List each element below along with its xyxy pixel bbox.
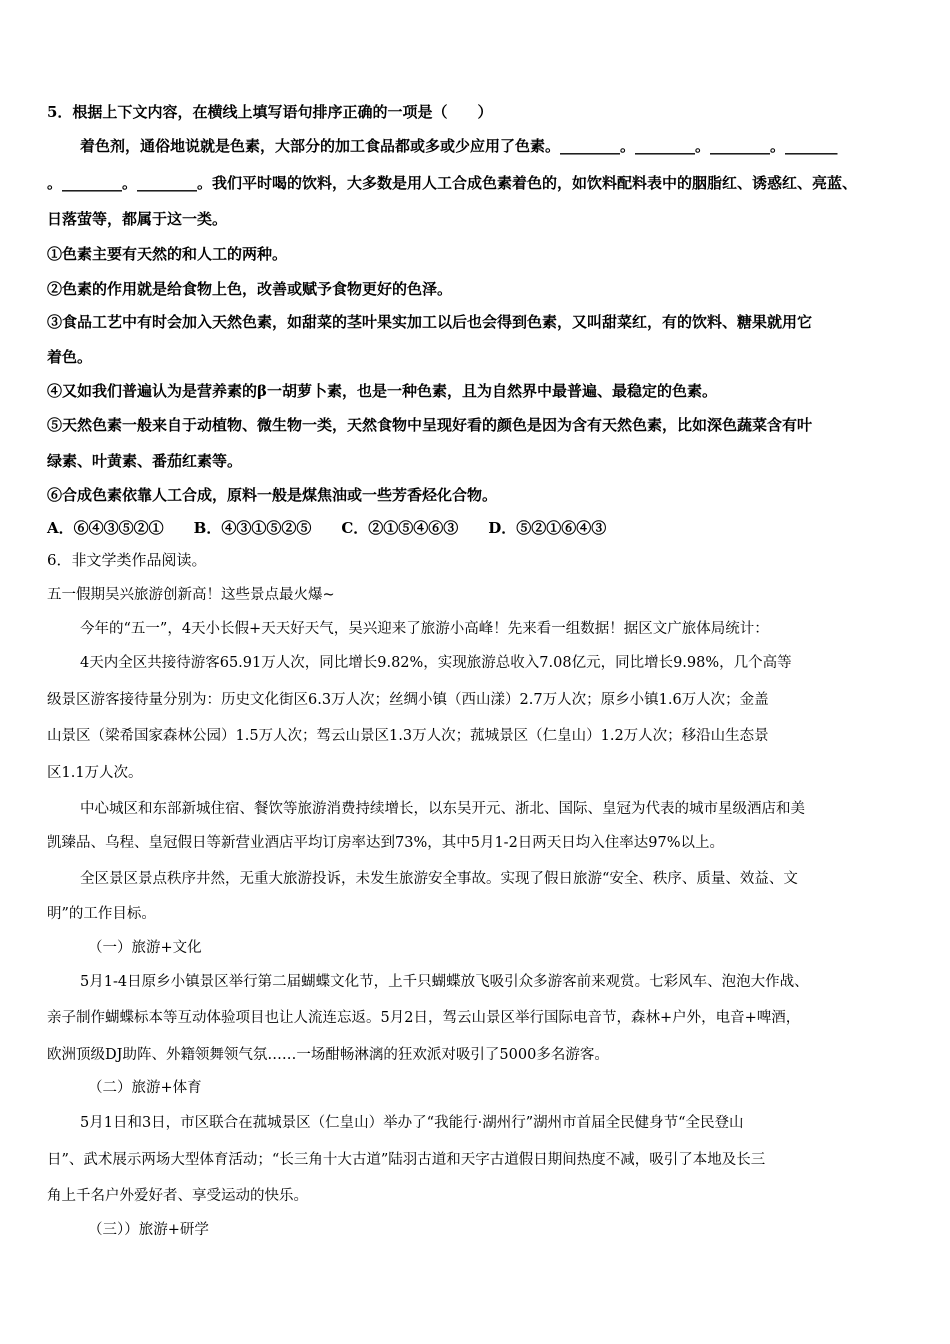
q5-title: 5．根据上下文内容，在横线上填写语句排序正确的一项是（ ） bbox=[47, 103, 493, 121]
article-line: 欧洲顶级DJ助阵、外籍领舞领气氛……一场酣畅淋漓的狂欢派对吸引了5000多名游客。 bbox=[47, 1047, 609, 1063]
q5-passage-line: 日落萤等，都属于这一类。 bbox=[47, 210, 228, 228]
section-heading: （二）旅游+体育 bbox=[88, 1080, 202, 1096]
article-line: 5月1日和3日，市区联合在菰城景区（仁皇山）举办了“我能行·湖州行”湖州市首届全民健身节“全民登山 bbox=[80, 1115, 744, 1131]
article-line: 5月1-4日原乡小镇景区举行第二届蝴蝶文化节，上千只蝴蝶放飞吸引众多游客前来观赏。七彩风车、泡泡大作战、 bbox=[80, 974, 809, 990]
article-line: 全区景区景点秩序井然，无重大旅游投诉，未发生旅游安全事故。实现了假日旅游“安全、秩序、质量、效益、文 bbox=[80, 871, 798, 887]
article-line: 今年的“五一”，4天小长假+天天好天气，吴兴迎来了旅游小高峰！先来看一组数据！据区文广旅体局统计： bbox=[80, 621, 769, 637]
q5-options: A．⑥④③⑤②① B．④③①⑤②⑤ C．②①⑤④⑥③ D．⑤②①⑥④③ bbox=[47, 519, 607, 537]
q5-item: ⑥合成色素依靠人工合成，原料一般是煤焦油或一些芳香烃化合物。 bbox=[47, 486, 498, 504]
section-heading: （三））旅游+研学 bbox=[88, 1222, 209, 1238]
article-line: 凯臻品、乌程、皇冠假日等新营业酒店平均订房率达到73%，其中5月1-2日两天日均入住率达97%以上。 bbox=[47, 835, 725, 851]
article-line: 亲子制作蝴蝶标本等互动体验项目也让人流连忘返。5月2日，驾云山景区举行国际电音节，森林+户外，电音+啤酒， bbox=[47, 1010, 801, 1026]
article-line: 级景区游客接待量分别为：历史文化街区6.3万人次；丝绸小镇（西山漾）2.7万人次；原乡小镇1.6万人次；金盖 bbox=[47, 692, 769, 708]
q5-item: ⑤天然色素一般来自于动植物、微生物一类，天然食物中呈现好看的颜色是因为含有天然色素，比如深色蔬菜含有叶 bbox=[47, 416, 813, 434]
article-line: 4天内全区共接待游客65.91万人次，同比增长9.82%，实现旅游总收入7.08亿元，同比增长9.98%，几个高等 bbox=[80, 655, 792, 671]
section-heading: （一）旅游+文化 bbox=[88, 940, 202, 956]
q5-passage-line: 。________。________。我们平时喝的饮料，大多数是用人工合成色素着色的，如饮料配料表中的胭脂红、诱惑红、亮蓝、 bbox=[47, 174, 858, 192]
article-line: 日”、武术展示两场大型体育活动；“长三角十大古道”陆羽古道和天字古道假日期间热度不减，吸引了本地及长三 bbox=[47, 1152, 766, 1168]
q5-passage-line: 着色剂，通俗地说就是色素，大部分的加工食品都或多或少应用了色素。________。________。________。_______ bbox=[80, 137, 838, 155]
q6-title: 6．非文学类作品阅读。 bbox=[47, 551, 207, 569]
article-line: 区1.1万人次。 bbox=[47, 765, 143, 781]
q5-item: ②色素的作用就是给食物上色，改善或赋予食物更好的色泽。 bbox=[47, 280, 453, 298]
q5-item: ④又如我们普遍认为是营养素的β一胡萝卜素，也是一种色素，且为自然界中最普遍、最稳定的色素。 bbox=[47, 382, 717, 400]
q5-item: ③食品工艺中有时会加入天然色素，如甜菜的茎叶果实加工以后也会得到色素，又叫甜菜红，有的饮料、糖果就用它 bbox=[47, 313, 813, 331]
article-line: 山景区（梁希国家森林公园）1.5万人次；驾云山景区1.3万人次；菰城景区（仁皇山）1.2万人次；移沿山生态景 bbox=[47, 728, 769, 744]
article-line: 中心城区和东部新城住宿、餐饮等旅游消费持续增长，以东吴开元、浙北、国际、皇冠为代表的城市星级酒店和美 bbox=[80, 801, 805, 817]
q5-item: 绿素、叶黄素、番茄红素等。 bbox=[47, 452, 243, 470]
q5-item: 着色。 bbox=[47, 348, 93, 366]
article-line: 明”的工作目标。 bbox=[47, 906, 156, 922]
article-title: 五一假期吴兴旅游创新高！这些景点最火爆~ bbox=[47, 587, 335, 603]
q5-item: ①色素主要有天然的和人工的两种。 bbox=[47, 245, 288, 263]
article-line: 角上千名户外爱好者、享受运动的快乐。 bbox=[47, 1188, 308, 1204]
